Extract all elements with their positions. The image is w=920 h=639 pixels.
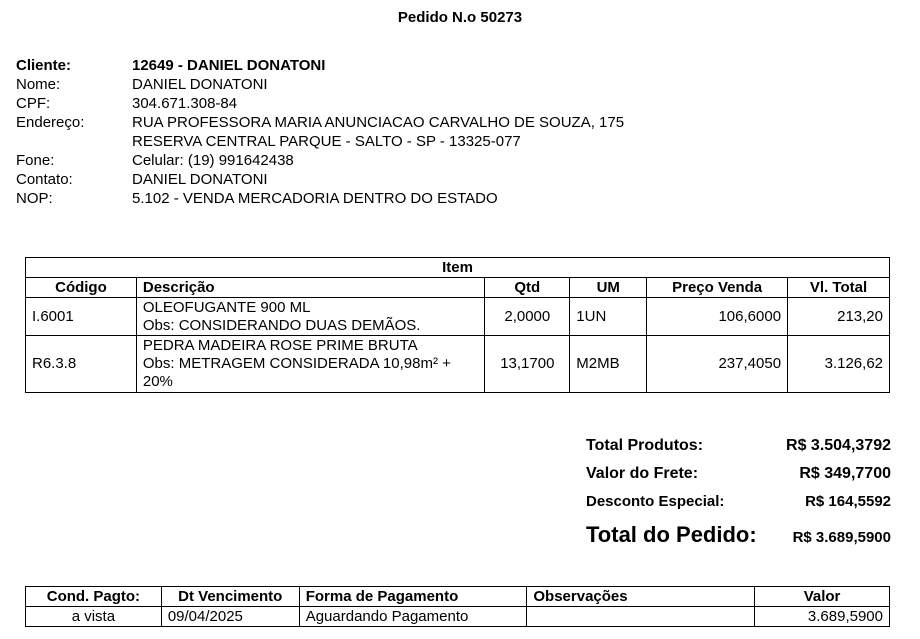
item-obs: Obs: CONSIDERANDO DUAS DEMÃOS. [142,316,421,334]
payments-table [25,586,890,627]
item-code: R6.3.8 [26,336,137,393]
address-label-2 [16,132,132,151]
item-desc: OLEOFUGANTE 900 ML [142,298,311,316]
col-dt-vencimento: Dt Vencimento [161,587,299,607]
items-table [25,257,890,393]
item-obs: Obs: METRAGEM CONSIDERADA 10,98m² + 20% [142,355,451,390]
client-info [16,56,624,208]
col-codigo: Código [26,278,137,298]
address-line2: RESERVA CENTRAL PARQUE - SALTO - SP - 13325-077 [132,133,521,150]
payment-cond: a vista [26,607,162,627]
name-value: DANIEL DONATONI [132,76,268,93]
item-total: 213,20 [788,298,890,336]
payment-venc: 09/04/2025 [161,607,299,627]
total-pedido [586,520,891,552]
desconto-value: R$ 164,5592 [805,493,891,510]
total-produtos-label: Total Produtos: [586,437,704,454]
col-total: Vl. Total [788,278,890,298]
col-preco: Preço Venda [647,278,788,298]
table-row [26,607,890,627]
valor-frete-label: Valor do Frete: [586,465,699,482]
cpf-row [16,94,624,113]
col-cond-pagto: Cond. Pagto: [26,587,162,607]
item-code: I.6001 [26,298,137,336]
contact-label: Contato: [16,171,73,188]
client-label: Cliente: [16,57,72,74]
phone-value: Celular: (19) 991642438 [132,152,294,169]
payments-header-row [26,587,890,607]
cpf-label: CPF: [16,95,51,112]
nop-value: 5.102 - VENDA MERCADORIA DENTRO DO ESTADO [132,190,498,207]
phone-label: Fone: [16,152,55,169]
col-um: UM [570,278,647,298]
table-row [26,298,890,336]
item-qtd: 2,0000 [485,298,570,336]
table-row [26,336,890,393]
name-row [16,75,624,94]
name-label: Nome: [16,76,61,93]
col-observacoes: Observações [527,587,755,607]
total-pedido-label: Total do Pedido: [586,522,757,547]
col-descricao: Descrição [136,278,484,298]
contact-row [16,170,624,189]
item-price: 237,4050 [647,336,788,393]
valor-frete-value: R$ 349,7700 [799,465,891,482]
contact-value: DANIEL DONATONI [132,171,268,188]
address-row [16,113,624,132]
item-description [136,298,484,336]
payment-valor: 3.689,5900 [755,607,890,627]
item-um: M2MB [570,336,647,393]
payment-obs [527,607,755,627]
item-total: 3.126,62 [788,336,890,393]
item-qtd: 13,1700 [485,336,570,393]
col-forma-pagamento: Forma de Pagamento [299,587,527,607]
totals-block [586,436,891,552]
total-pedido-value: R$ 3.689,5900 [792,529,891,546]
valor-frete [586,464,891,492]
item-price: 106,6000 [647,298,788,336]
order-title: Pedido N.o 50273 [397,9,523,26]
total-produtos-value: R$ 3.504,3792 [786,437,891,454]
items-caption: Item [26,258,890,278]
client-value: 12649 - DANIEL DONATONI [132,57,326,74]
col-qtd: Qtd [485,278,570,298]
desconto-label: Desconto Especial: [586,493,725,510]
item-desc: PEDRA MADEIRA ROSE PRIME BRUTA [142,337,418,354]
nop-label: NOP: [16,190,53,207]
client-row [16,56,624,75]
total-produtos [586,436,891,464]
desconto-especial [586,492,891,520]
items-header-row [26,278,890,298]
phone-row [16,151,624,170]
address-row-2 [16,132,624,151]
item-description [136,336,484,393]
address-line1: RUA PROFESSORA MARIA ANUNCIACAO CARVALHO DE SOUZA, 175 [132,114,625,131]
cpf-value: 304.671.308-84 [132,95,238,112]
item-um: 1UN [570,298,647,336]
items-caption-row [26,258,890,278]
col-valor: Valor [755,587,890,607]
payment-forma: Aguardando Pagamento [299,607,527,627]
nop-row [16,189,624,208]
address-label: Endereço: [16,114,85,131]
